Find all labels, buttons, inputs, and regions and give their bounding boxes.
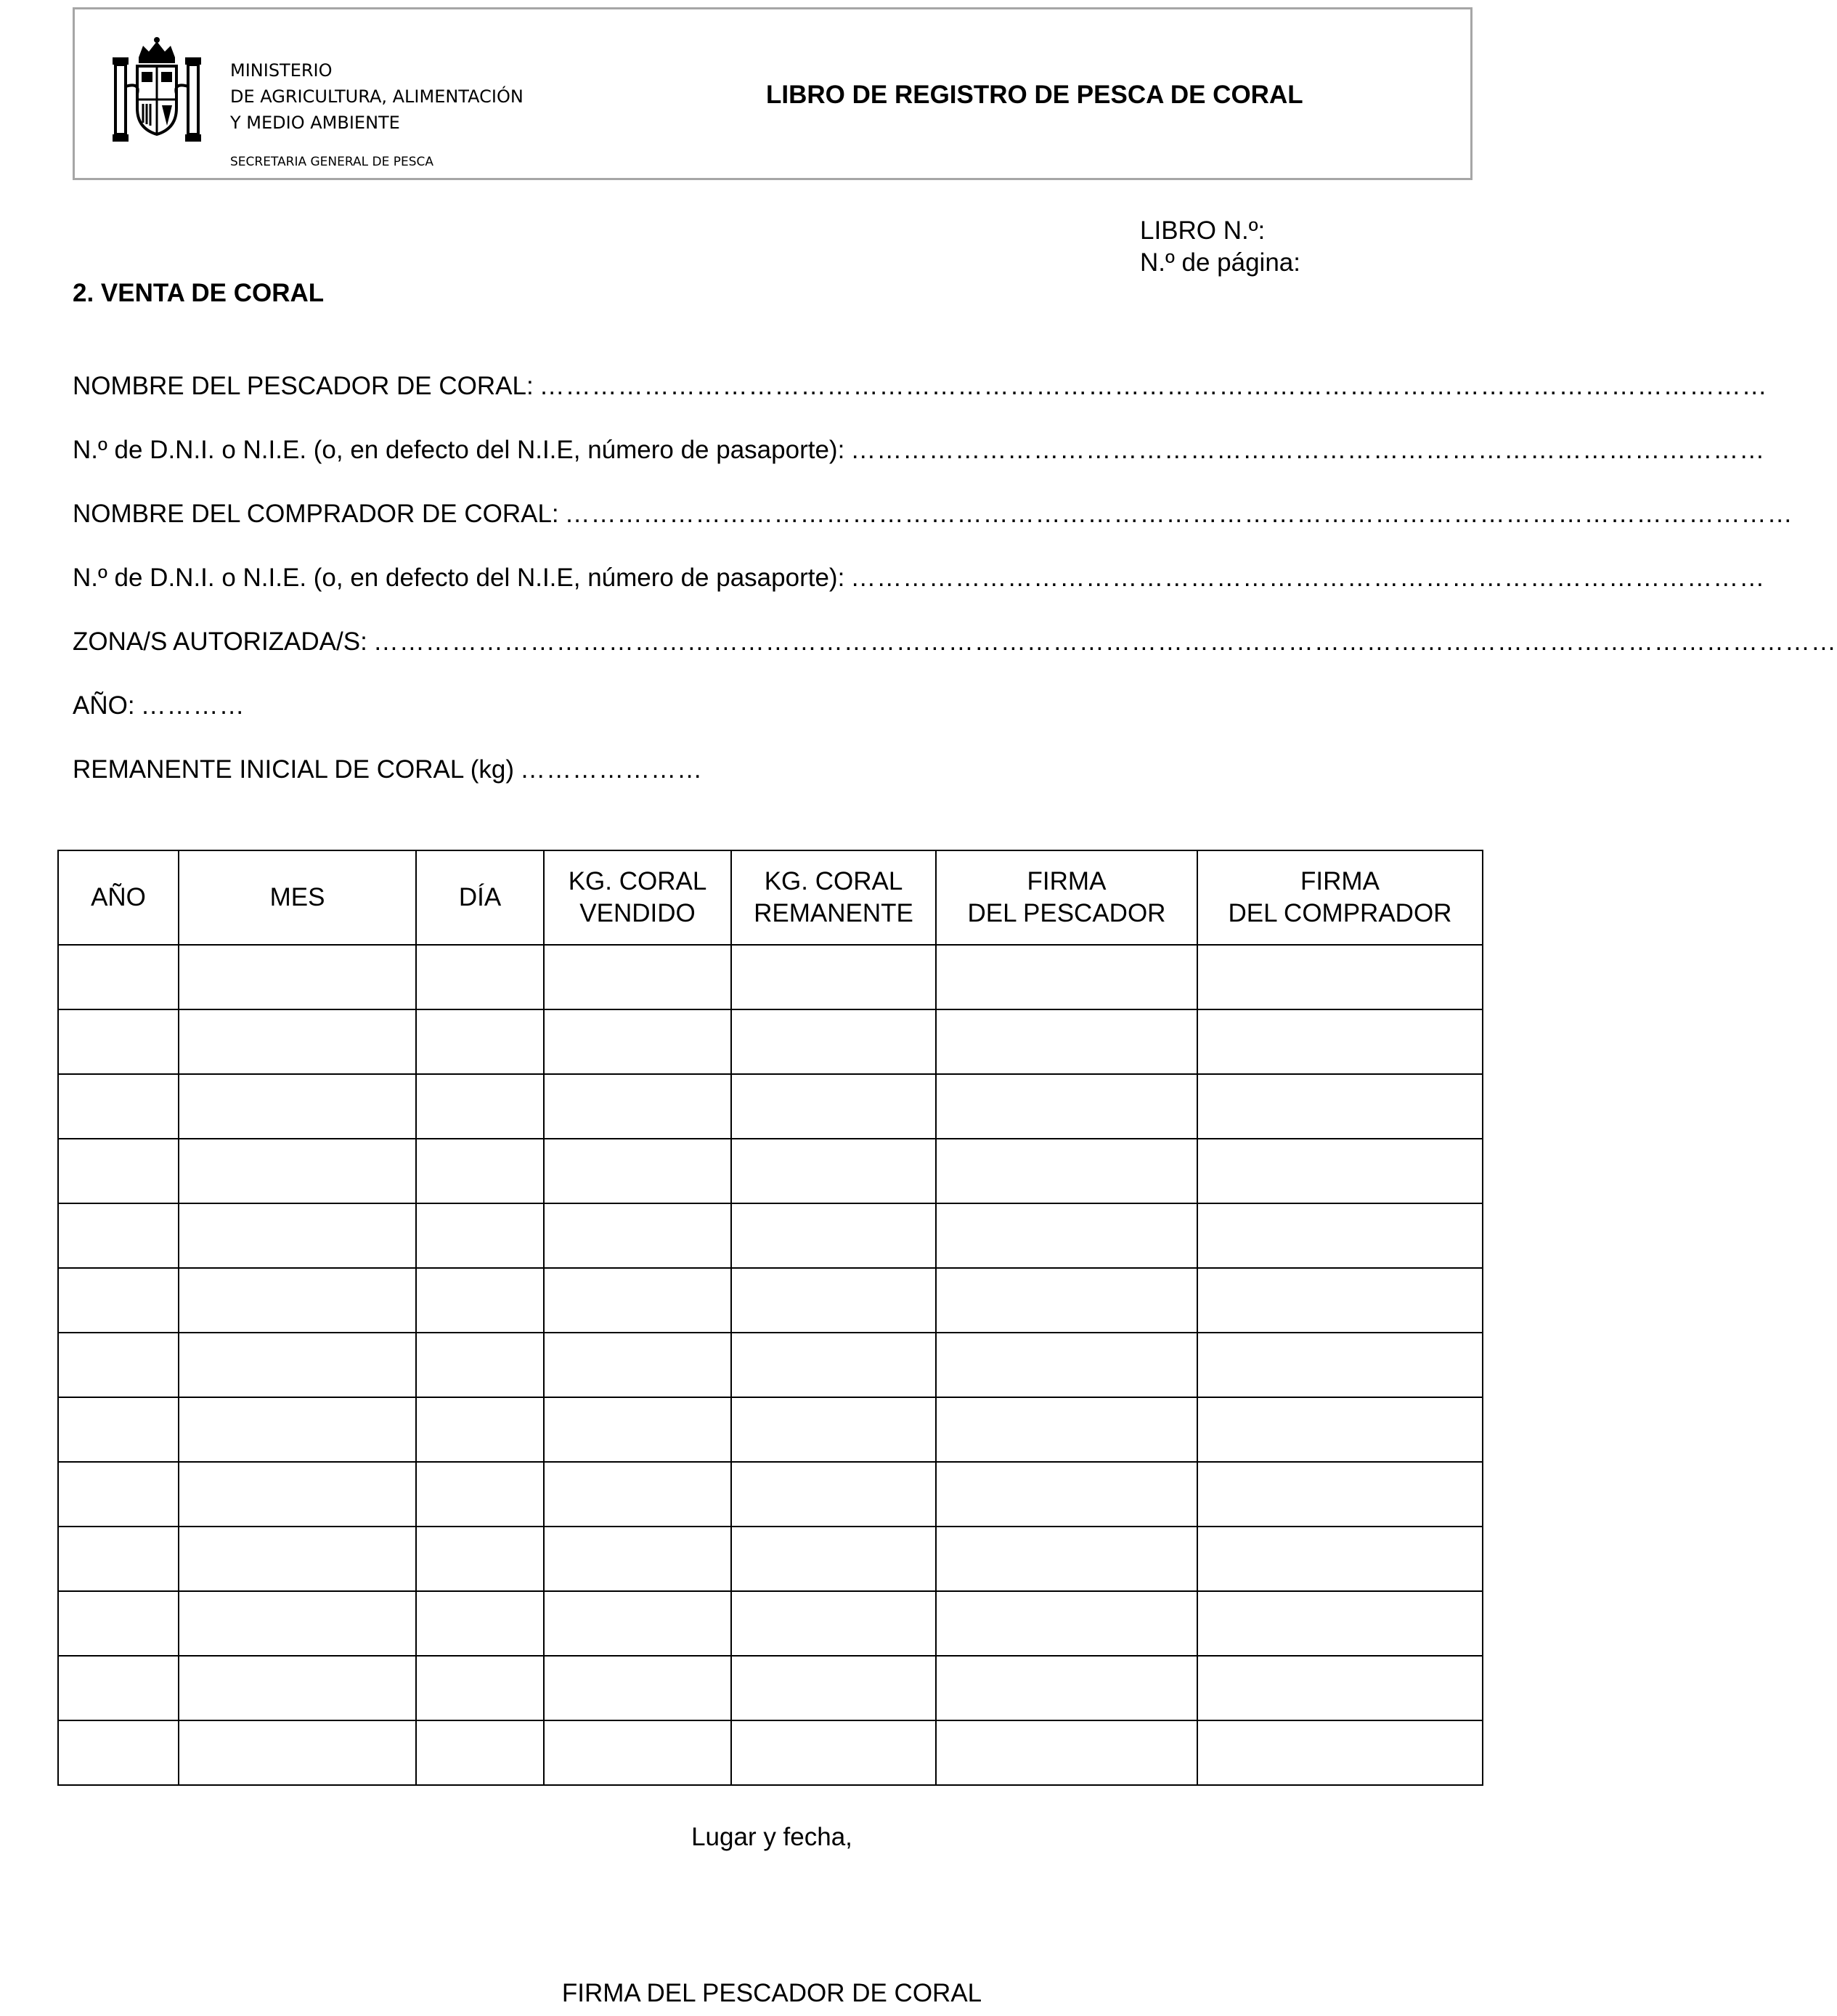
field-label: N.º de D.N.I. o N.I.E. (o, en defecto del N.I.E, número de pasaporte): — [73, 436, 845, 464]
place-and-date: Lugar y fecha, — [691, 1823, 852, 1851]
table-cell[interactable] — [731, 1527, 936, 1591]
document-title: LIBRO DE REGISTRO DE PESCA DE CORAL — [766, 81, 1303, 109]
table-cell[interactable] — [936, 1720, 1197, 1785]
coat-of-arms-icon — [111, 36, 203, 145]
fisher-name-field[interactable] — [73, 372, 1768, 436]
table-row — [58, 1203, 1483, 1268]
table-cell[interactable] — [58, 1527, 179, 1591]
table-cell[interactable] — [731, 1009, 936, 1074]
fill-line: …………………………………………………………………………………………… — [850, 564, 1766, 592]
year-field[interactable] — [73, 691, 1484, 755]
table-cell[interactable] — [179, 1139, 416, 1203]
table-cell[interactable] — [544, 1591, 731, 1656]
table-cell[interactable] — [179, 1009, 416, 1074]
table-cell[interactable] — [58, 1333, 179, 1397]
table-cell[interactable] — [936, 1591, 1197, 1656]
form-fields — [73, 372, 1837, 819]
table-cell[interactable] — [936, 945, 1197, 1009]
table-cell[interactable] — [936, 1462, 1197, 1527]
table-row — [58, 1462, 1483, 1527]
table-row — [58, 1656, 1483, 1720]
table-cell[interactable] — [416, 1462, 544, 1527]
table-cell[interactable] — [1197, 1397, 1483, 1462]
book-info — [1140, 215, 1300, 279]
field-label: N.º de D.N.I. o N.I.E. (o, en defecto del N.I.E, número de pasaporte): — [73, 564, 845, 592]
table-cell[interactable] — [58, 1720, 179, 1785]
table-cell[interactable] — [936, 1009, 1197, 1074]
table-cell[interactable] — [1197, 1462, 1483, 1527]
table-cell[interactable] — [731, 1591, 936, 1656]
table-cell[interactable] — [179, 945, 416, 1009]
table-cell[interactable] — [1197, 1656, 1483, 1720]
ministry-name — [230, 57, 524, 136]
table-cell[interactable] — [416, 1656, 544, 1720]
table-cell[interactable] — [1197, 1203, 1483, 1268]
table-cell[interactable] — [416, 1591, 544, 1656]
secretaria-label: SECRETARIA GENERAL DE PESCA — [230, 155, 434, 169]
table-cell[interactable] — [544, 1720, 731, 1785]
table-cell[interactable] — [58, 1656, 179, 1720]
table-cell[interactable] — [544, 1009, 731, 1074]
fill-line: …………………………………………………………………………………………………………………………… — [539, 372, 1768, 400]
table-cell[interactable] — [544, 1656, 731, 1720]
table-cell[interactable] — [416, 1720, 544, 1785]
table-cell[interactable] — [544, 1074, 731, 1139]
column-header-day: DÍA — [416, 850, 544, 945]
table-cell[interactable] — [1197, 1139, 1483, 1203]
field-label: ZONA/S AUTORIZADA/S: — [73, 627, 367, 656]
table-cell[interactable] — [936, 1656, 1197, 1720]
table-cell[interactable] — [1197, 1527, 1483, 1591]
table-row — [58, 1397, 1483, 1462]
table-row — [58, 1591, 1483, 1656]
table-cell[interactable] — [416, 1333, 544, 1397]
fill-line: ………………… — [520, 755, 704, 784]
column-header-kg-remaining: KG. CORAL REMANENTE — [731, 850, 936, 945]
table-cell[interactable] — [416, 1203, 544, 1268]
table-cell[interactable] — [58, 1462, 179, 1527]
table-cell[interactable] — [936, 1074, 1197, 1139]
ministry-line-1: MINISTERIO — [230, 60, 333, 81]
table-cell[interactable] — [416, 1268, 544, 1333]
column-header-year: AÑO — [58, 850, 179, 945]
table-row — [58, 1268, 1483, 1333]
field-label: NOMBRE DEL COMPRADOR DE CORAL: — [73, 500, 559, 528]
table-cell[interactable] — [544, 1268, 731, 1333]
table-cell[interactable] — [179, 1203, 416, 1268]
initial-remainder-field[interactable] — [73, 755, 1484, 819]
table-cell[interactable] — [58, 1009, 179, 1074]
table-cell[interactable] — [416, 1527, 544, 1591]
column-header-fisher-signature: FIRMA DEL PESCADOR — [936, 850, 1197, 945]
table-header-row — [58, 850, 1483, 945]
table-row — [58, 1139, 1483, 1203]
table-cell[interactable] — [179, 1720, 416, 1785]
table-cell[interactable] — [416, 1009, 544, 1074]
table-cell[interactable] — [58, 1203, 179, 1268]
table-cell[interactable] — [58, 1139, 179, 1203]
field-label: AÑO: — [73, 691, 135, 720]
table-cell[interactable] — [1197, 1333, 1483, 1397]
table-cell[interactable] — [416, 1074, 544, 1139]
table-row — [58, 945, 1483, 1009]
table-cell[interactable] — [58, 945, 179, 1009]
authorized-zones-field[interactable] — [73, 627, 1837, 691]
table-cell[interactable] — [731, 1203, 936, 1268]
ministry-line-2: DE AGRICULTURA, ALIMENTACIÓN — [230, 86, 524, 107]
table-cell[interactable] — [179, 1268, 416, 1333]
column-header-month: MES — [179, 850, 416, 945]
table-cell[interactable] — [179, 1591, 416, 1656]
table-cell[interactable] — [544, 1333, 731, 1397]
table-cell[interactable] — [1197, 1591, 1483, 1656]
section-title: 2. VENTA DE CORAL — [73, 279, 325, 307]
fill-line: …………………………………………………………………………………………………………………………… — [564, 500, 1793, 528]
table-cell[interactable] — [936, 1397, 1197, 1462]
table-cell[interactable] — [179, 1462, 416, 1527]
table-cell[interactable] — [544, 1462, 731, 1527]
table-row — [58, 1527, 1483, 1591]
table-cell[interactable] — [731, 1397, 936, 1462]
table-cell[interactable] — [58, 1591, 179, 1656]
fill-line: …………………………………………………………………………………………… — [850, 436, 1766, 464]
header-box — [73, 7, 1473, 180]
table-cell[interactable] — [58, 1074, 179, 1139]
table-cell[interactable] — [58, 1268, 179, 1333]
table-cell[interactable] — [731, 1268, 936, 1333]
table-cell[interactable] — [731, 1656, 936, 1720]
table-cell[interactable] — [544, 1139, 731, 1203]
table-cell[interactable] — [1197, 945, 1483, 1009]
table-cell[interactable] — [936, 1203, 1197, 1268]
table-cell[interactable] — [731, 945, 936, 1009]
table-cell[interactable] — [179, 1397, 416, 1462]
table-row — [58, 1333, 1483, 1397]
table-cell[interactable] — [544, 945, 731, 1009]
fill-line: ………… — [140, 691, 245, 720]
table-cell[interactable] — [416, 1139, 544, 1203]
table-cell[interactable] — [1197, 1009, 1483, 1074]
table-cell[interactable] — [936, 1268, 1197, 1333]
table-row — [58, 1074, 1483, 1139]
table-cell[interactable] — [544, 1397, 731, 1462]
table-cell[interactable] — [544, 1527, 731, 1591]
table-cell[interactable] — [544, 1203, 731, 1268]
page-number-label: N.º de página: — [1140, 248, 1300, 277]
table-cell[interactable] — [1197, 1074, 1483, 1139]
table-cell[interactable] — [416, 945, 544, 1009]
field-label: NOMBRE DEL PESCADOR DE CORAL: — [73, 372, 534, 400]
table-cell[interactable] — [936, 1527, 1197, 1591]
table-cell[interactable] — [1197, 1720, 1483, 1785]
field-label: REMANENTE INICIAL DE CORAL (kg) — [73, 755, 515, 784]
table-cell[interactable] — [936, 1333, 1197, 1397]
table-cell[interactable] — [1197, 1268, 1483, 1333]
table-cell[interactable] — [179, 1527, 416, 1591]
table-cell[interactable] — [179, 1656, 416, 1720]
table-row — [58, 1720, 1483, 1785]
libro-number-label: LIBRO N.º: — [1140, 216, 1266, 245]
table-cell[interactable] — [179, 1074, 416, 1139]
table-cell[interactable] — [416, 1397, 544, 1462]
fisher-signature-label: FIRMA DEL PESCADOR DE CORAL — [561, 1979, 982, 2007]
fill-line: …………………………………………………………………………………………………………………………………………………… — [372, 627, 1837, 656]
column-header-kg-sold: KG. CORAL VENDIDO — [544, 850, 731, 945]
column-header-buyer-signature: FIRMA DEL COMPRADOR — [1197, 850, 1483, 945]
ministry-line-3: Y MEDIO AMBIENTE — [230, 113, 400, 133]
buyer-name-field[interactable] — [73, 500, 1793, 564]
table-row — [58, 1009, 1483, 1074]
table-cell[interactable] — [731, 1074, 936, 1139]
table-cell[interactable] — [936, 1139, 1197, 1203]
table-cell[interactable] — [731, 1139, 936, 1203]
fisher-id-field[interactable] — [73, 436, 1766, 500]
table-cell[interactable] — [731, 1462, 936, 1527]
sales-table — [57, 850, 1483, 1786]
table-cell[interactable] — [179, 1333, 416, 1397]
table-cell[interactable] — [731, 1720, 936, 1785]
buyer-id-field[interactable] — [73, 564, 1766, 627]
table-cell[interactable] — [58, 1397, 179, 1462]
table-cell[interactable] — [731, 1333, 936, 1397]
